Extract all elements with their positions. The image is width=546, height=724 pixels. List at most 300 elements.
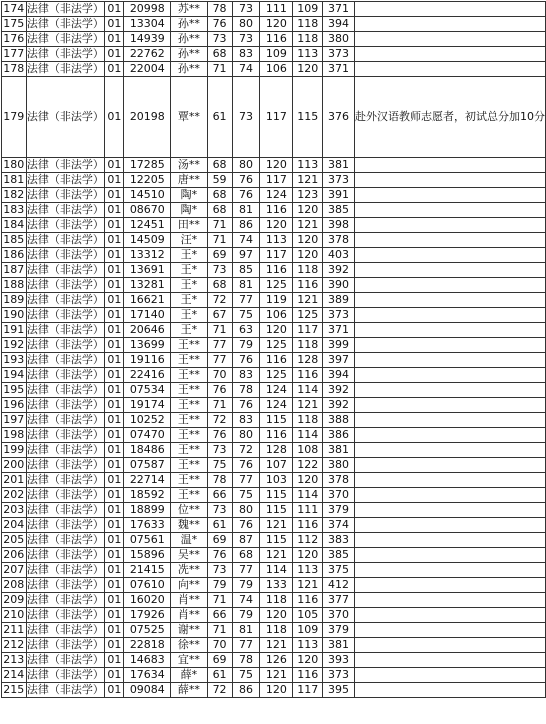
table-row (2, 278, 546, 293)
total-score-cell: 403 (323, 248, 355, 263)
row-number-cell: 198 (3, 428, 25, 441)
score-politics-cell: 71 (207, 218, 232, 233)
exam-id-cell: 07525 (124, 623, 171, 638)
row-number-cell: 202 (3, 488, 25, 501)
score-politics-cell: 71 (207, 62, 232, 77)
score-subject-1-cell: 103 (260, 473, 293, 488)
remark-cell (354, 518, 545, 533)
remark-cell (354, 473, 545, 488)
direction-code-cell: 01 (105, 413, 124, 428)
total-score-cell: 395 (323, 683, 355, 698)
score-subject-1-cell: 121 (260, 518, 293, 533)
total-score-cell: 371 (323, 323, 355, 338)
score-foreign-language-cell: 83 (232, 413, 260, 428)
remark-cell (354, 338, 545, 353)
total-score-cell: 381 (323, 638, 355, 653)
score-subject-1-cell: 125 (260, 278, 293, 293)
direction-code-cell: 01 (105, 2, 124, 17)
exam-id-cell: 18899 (124, 503, 171, 518)
row-number-cell: 175 (3, 17, 25, 30)
score-politics-cell: 68 (207, 47, 232, 62)
score-subject-2-cell: 128 (293, 353, 323, 368)
total-score-cell: 380 (323, 32, 355, 47)
row-number-cell: 185 (3, 233, 25, 246)
total-score-cell: 380 (323, 458, 355, 473)
score-foreign-language-cell: 77 (232, 473, 260, 488)
remark-cell (354, 353, 545, 368)
total-score-cell: 394 (323, 368, 355, 383)
remark-cell (354, 263, 545, 278)
remark-cell (354, 443, 545, 458)
row-number-cell: 205 (3, 533, 25, 546)
candidate-name-cell: 孙** (171, 32, 207, 47)
score-subject-2-cell: 120 (293, 62, 323, 77)
score-foreign-language-cell: 81 (232, 623, 260, 638)
candidate-name-cell: 汤** (171, 158, 207, 173)
exam-id-cell: 19116 (124, 353, 171, 368)
row-number-cell: 186 (3, 248, 25, 261)
row-number-cell: 187 (3, 263, 25, 276)
score-foreign-language-cell: 76 (232, 188, 260, 203)
score-subject-2-cell: 118 (293, 413, 323, 428)
score-subject-2-cell: 116 (293, 668, 323, 683)
score-foreign-language-cell: 77 (232, 638, 260, 653)
score-subject-1-cell: 115 (260, 413, 293, 428)
exam-id-cell: 07470 (124, 428, 171, 443)
score-foreign-language-cell: 75 (232, 668, 260, 683)
major-cell: 法律（非法学） (26, 413, 104, 426)
score-subject-1-cell: 128 (260, 443, 293, 458)
score-politics-cell: 76 (207, 383, 232, 398)
table-row (2, 62, 546, 77)
direction-code-cell: 01 (105, 623, 124, 638)
candidate-name-cell: 温* (171, 533, 207, 548)
score-politics-cell: 73 (207, 32, 232, 47)
candidate-name-cell: 吴** (171, 548, 207, 563)
candidate-name-cell: 位** (171, 503, 207, 518)
candidate-name-cell: 王** (171, 338, 207, 353)
exam-id-cell: 22714 (124, 473, 171, 488)
direction-code-cell: 01 (105, 323, 124, 338)
exam-id-cell: 09084 (124, 683, 171, 698)
direction-code-cell: 01 (105, 308, 124, 323)
score-foreign-language-cell: 76 (232, 458, 260, 473)
table-row (2, 428, 546, 443)
exam-id-cell: 17926 (124, 608, 171, 623)
direction-code-cell: 01 (105, 233, 124, 248)
score-subject-2-cell: 108 (293, 443, 323, 458)
candidate-name-cell: 孙** (171, 47, 207, 62)
major-cell: 法律（非法学） (26, 383, 104, 396)
score-foreign-language-cell: 86 (232, 218, 260, 233)
major-cell: 法律（非法学） (26, 293, 104, 306)
remark-cell (354, 428, 545, 443)
major-cell: 法律（非法学） (26, 158, 104, 171)
score-foreign-language-cell: 86 (232, 683, 260, 698)
score-subject-2-cell: 113 (293, 158, 323, 173)
major-cell: 法律（非法学） (26, 77, 105, 158)
major-cell: 法律（非法学） (26, 398, 104, 411)
exam-id-cell: 13691 (124, 263, 171, 278)
score-foreign-language-cell: 76 (232, 398, 260, 413)
major-cell: 法律（非法学） (26, 683, 104, 696)
total-score-cell: 371 (323, 2, 355, 17)
score-politics-cell: 68 (207, 203, 232, 218)
row-number-cell: 209 (3, 593, 25, 606)
remark-cell (354, 383, 545, 398)
total-score-cell: 397 (323, 353, 355, 368)
exam-id-cell: 20998 (124, 2, 171, 17)
remark-cell (354, 2, 545, 17)
candidate-name-cell: 薛* (171, 668, 207, 683)
score-subject-1-cell: 118 (260, 593, 293, 608)
table-row (2, 518, 546, 533)
exam-id-cell: 17285 (124, 158, 171, 173)
remark-cell (354, 548, 545, 563)
remark-cell (354, 623, 545, 638)
row-number-cell: 197 (3, 413, 25, 426)
score-subject-2-cell: 123 (293, 188, 323, 203)
score-politics-cell: 76 (207, 548, 232, 563)
major-cell: 法律（非法学） (26, 47, 104, 60)
exam-id-cell: 16020 (124, 593, 171, 608)
major-cell: 法律（非法学） (26, 653, 104, 666)
row-number-cell: 182 (3, 188, 25, 201)
remark-cell (354, 293, 545, 308)
score-subject-2-cell: 120 (293, 473, 323, 488)
row-number-cell: 181 (3, 173, 25, 186)
score-subject-2-cell: 120 (293, 248, 323, 263)
score-foreign-language-cell: 74 (232, 62, 260, 77)
major-cell: 法律（非法学） (26, 593, 104, 606)
direction-code-cell: 01 (105, 533, 124, 548)
total-score-cell: 377 (323, 593, 355, 608)
table-row (2, 368, 546, 383)
score-subject-1-cell: 117 (260, 248, 293, 263)
score-politics-cell: 77 (207, 353, 232, 368)
exam-id-cell: 08670 (124, 203, 171, 218)
score-politics-cell: 72 (207, 293, 232, 308)
total-score-cell: 391 (323, 188, 355, 203)
score-foreign-language-cell: 76 (232, 518, 260, 533)
score-politics-cell: 68 (207, 188, 232, 203)
score-subject-1-cell: 116 (260, 353, 293, 368)
direction-code-cell: 01 (105, 218, 124, 233)
candidate-name-cell: 王* (171, 263, 207, 278)
score-subject-2-cell: 114 (293, 383, 323, 398)
table-row (2, 203, 546, 218)
table-row (2, 188, 546, 203)
score-subject-1-cell: 133 (260, 578, 293, 593)
major-cell: 法律（非法学） (26, 323, 104, 336)
total-score-cell: 373 (323, 47, 355, 62)
candidate-name-cell: 薛** (171, 683, 207, 698)
major-cell: 法律（非法学） (26, 203, 104, 216)
direction-code-cell: 01 (105, 428, 124, 443)
score-subject-2-cell: 117 (293, 323, 323, 338)
total-score-cell: 390 (323, 278, 355, 293)
remark-cell (354, 47, 545, 62)
row-number-cell: 192 (3, 338, 25, 351)
score-subject-1-cell: 125 (260, 338, 293, 353)
candidate-name-cell: 唐** (171, 173, 207, 188)
row-number-cell: 190 (3, 308, 25, 321)
score-politics-cell: 75 (207, 458, 232, 473)
exam-id-cell: 14509 (124, 233, 171, 248)
direction-code-cell: 01 (105, 278, 124, 293)
score-foreign-language-cell: 77 (232, 563, 260, 578)
exam-id-cell: 13699 (124, 338, 171, 353)
score-foreign-language-cell: 74 (232, 593, 260, 608)
candidate-name-cell: 孙** (171, 17, 207, 32)
table-row (2, 218, 546, 233)
remark-cell (354, 653, 545, 668)
table-row (2, 77, 546, 158)
direction-code-cell: 01 (105, 188, 124, 203)
score-foreign-language-cell: 72 (232, 443, 260, 458)
table-row (2, 398, 546, 413)
score-subject-2-cell: 116 (293, 518, 323, 533)
row-number-cell: 203 (3, 503, 25, 516)
major-cell: 法律（非法学） (26, 353, 104, 366)
exam-id-cell: 18486 (124, 443, 171, 458)
table-body (2, 2, 546, 698)
candidate-name-cell: 王* (171, 323, 207, 338)
remark-cell (354, 62, 545, 77)
total-score-cell: 412 (323, 578, 355, 593)
direction-code-cell: 01 (105, 47, 124, 62)
candidate-name-cell: 王** (171, 458, 207, 473)
remark-cell (354, 608, 545, 623)
score-subject-1-cell: 116 (260, 32, 293, 47)
score-politics-cell: 72 (207, 683, 232, 698)
exam-id-cell: 14510 (124, 188, 171, 203)
remark-cell (354, 278, 545, 293)
score-subject-2-cell: 122 (293, 458, 323, 473)
major-cell: 法律（非法学） (26, 563, 104, 576)
direction-code-cell: 01 (105, 17, 124, 32)
score-foreign-language-cell: 79 (232, 578, 260, 593)
major-cell: 法律（非法学） (26, 2, 104, 15)
table-row (2, 323, 546, 338)
exam-id-cell: 07534 (124, 383, 171, 398)
candidate-name-cell: 向** (171, 578, 207, 593)
row-number-cell: 179 (2, 77, 27, 158)
score-foreign-language-cell: 73 (232, 32, 260, 47)
score-subject-1-cell: 120 (260, 683, 293, 698)
remark-cell (354, 32, 545, 47)
table-row (2, 473, 546, 488)
score-politics-cell: 73 (207, 443, 232, 458)
table-row (2, 458, 546, 473)
total-score-cell: 383 (323, 533, 355, 548)
major-cell: 法律（非法学） (26, 503, 104, 516)
direction-code-cell: 01 (105, 668, 124, 683)
total-score-cell: 371 (323, 62, 355, 77)
direction-code-cell: 01 (105, 203, 124, 218)
candidate-name-cell: 陶* (171, 188, 207, 203)
direction-code-cell: 01 (105, 248, 124, 263)
score-subject-2-cell: 114 (293, 428, 323, 443)
major-cell: 法律（非法学） (26, 488, 104, 501)
remark-cell (354, 158, 545, 173)
score-foreign-language-cell: 80 (232, 158, 260, 173)
row-number-cell: 174 (3, 2, 25, 15)
remark-cell (354, 398, 545, 413)
remark-cell (354, 488, 545, 503)
exam-id-cell: 13281 (124, 278, 171, 293)
direction-code-cell: 01 (105, 548, 124, 563)
exam-id-cell: 21415 (124, 563, 171, 578)
candidate-name-cell: 王** (171, 353, 207, 368)
table-row (2, 548, 546, 563)
direction-code-cell: 01 (105, 77, 124, 158)
score-foreign-language-cell: 74 (232, 233, 260, 248)
table-row (2, 17, 546, 32)
score-subject-1-cell: 124 (260, 188, 293, 203)
score-foreign-language-cell: 80 (232, 17, 260, 32)
remark-cell (354, 248, 545, 263)
score-subject-2-cell: 125 (293, 308, 323, 323)
table-row (2, 683, 546, 698)
major-cell: 法律（非法学） (26, 518, 104, 531)
table-row (2, 308, 546, 323)
direction-code-cell: 01 (105, 62, 124, 77)
total-score-cell: 389 (323, 293, 355, 308)
major-cell: 法律（非法学） (26, 218, 104, 231)
score-subject-1-cell: 115 (260, 503, 293, 518)
score-subject-2-cell: 120 (293, 653, 323, 668)
score-politics-cell: 61 (207, 668, 232, 683)
row-number-cell: 178 (3, 62, 25, 75)
total-score-cell: 370 (323, 608, 355, 623)
direction-code-cell: 01 (105, 518, 124, 533)
score-subject-1-cell: 115 (260, 533, 293, 548)
row-number-cell: 201 (3, 473, 25, 486)
score-subject-1-cell: 125 (260, 368, 293, 383)
candidate-name-cell: 魏** (171, 518, 207, 533)
score-subject-1-cell: 117 (260, 173, 293, 188)
remark-cell (354, 533, 545, 548)
table-row (2, 158, 546, 173)
score-politics-cell: 70 (207, 368, 232, 383)
direction-code-cell: 01 (105, 263, 124, 278)
direction-code-cell: 01 (105, 563, 124, 578)
row-number-cell: 191 (3, 323, 25, 336)
table-row (2, 233, 546, 248)
score-subject-2-cell: 117 (293, 683, 323, 698)
score-politics-cell: 79 (207, 578, 232, 593)
score-subject-2-cell: 118 (293, 263, 323, 278)
major-cell: 法律（非法学） (26, 173, 104, 186)
direction-code-cell: 01 (105, 32, 124, 47)
candidate-name-cell: 王** (171, 413, 207, 428)
score-subject-2-cell: 121 (293, 398, 323, 413)
remark-cell (354, 503, 545, 518)
candidate-name-cell: 王* (171, 293, 207, 308)
row-number-cell: 212 (3, 638, 25, 651)
major-cell: 法律（非法学） (26, 578, 104, 591)
score-foreign-language-cell: 80 (232, 503, 260, 518)
score-subject-1-cell: 107 (260, 458, 293, 473)
major-cell: 法律（非法学） (26, 32, 104, 45)
score-subject-2-cell: 118 (293, 338, 323, 353)
row-number-cell: 188 (3, 278, 25, 291)
score-subject-2-cell: 109 (293, 623, 323, 638)
table-row (2, 608, 546, 623)
row-number-cell: 214 (3, 668, 25, 681)
candidate-name-cell: 陶* (171, 203, 207, 218)
remark-cell (354, 413, 545, 428)
row-number-cell: 200 (3, 458, 25, 471)
score-subject-1-cell: 113 (260, 233, 293, 248)
score-subject-2-cell: 111 (293, 503, 323, 518)
exam-id-cell: 12205 (124, 173, 171, 188)
score-subject-2-cell: 121 (293, 293, 323, 308)
table-row (2, 488, 546, 503)
score-subject-1-cell: 120 (260, 218, 293, 233)
score-subject-1-cell: 120 (260, 608, 293, 623)
row-number-cell: 184 (3, 218, 25, 231)
major-cell: 法律（非法学） (26, 443, 104, 456)
total-score-cell: 378 (323, 233, 355, 248)
total-score-cell: 399 (323, 338, 355, 353)
score-subject-2-cell: 114 (293, 488, 323, 503)
score-subject-2-cell: 120 (293, 203, 323, 218)
score-foreign-language-cell: 75 (232, 308, 260, 323)
direction-code-cell: 01 (105, 158, 124, 173)
remark-cell (354, 173, 545, 188)
table-row (2, 173, 546, 188)
candidate-name-cell: 王** (171, 443, 207, 458)
exam-id-cell: 07561 (124, 533, 171, 548)
score-subject-2-cell: 116 (293, 593, 323, 608)
exam-id-cell: 07610 (124, 578, 171, 593)
table-row (2, 383, 546, 398)
candidate-name-cell: 王** (171, 473, 207, 488)
direction-code-cell: 01 (105, 653, 124, 668)
score-politics-cell: 76 (207, 17, 232, 32)
score-politics-cell: 78 (207, 2, 232, 17)
exam-id-cell: 14683 (124, 653, 171, 668)
row-number-cell: 208 (3, 578, 25, 591)
candidate-name-cell: 王** (171, 398, 207, 413)
exam-id-cell: 17634 (124, 668, 171, 683)
score-table (1, 1, 546, 698)
total-score-cell: 394 (323, 17, 355, 32)
exam-id-cell: 13312 (124, 248, 171, 263)
total-score-cell: 373 (323, 668, 355, 683)
total-score-cell: 385 (323, 203, 355, 218)
major-cell: 法律（非法学） (26, 338, 104, 351)
score-subject-2-cell: 116 (293, 368, 323, 383)
score-subject-1-cell: 119 (260, 293, 293, 308)
score-subject-1-cell: 124 (260, 383, 293, 398)
exam-id-cell: 12451 (124, 218, 171, 233)
score-politics-cell: 61 (207, 518, 232, 533)
candidate-name-cell: 田** (171, 218, 207, 233)
remark-cell (354, 563, 545, 578)
row-number-cell: 199 (3, 443, 25, 456)
remark-cell (354, 218, 545, 233)
direction-code-cell: 01 (105, 368, 124, 383)
score-politics-cell: 73 (207, 563, 232, 578)
direction-code-cell: 01 (105, 293, 124, 308)
major-cell: 法律（非法学） (26, 308, 104, 321)
score-foreign-language-cell: 80 (232, 428, 260, 443)
table-row (2, 623, 546, 638)
total-score-cell: 392 (323, 383, 355, 398)
